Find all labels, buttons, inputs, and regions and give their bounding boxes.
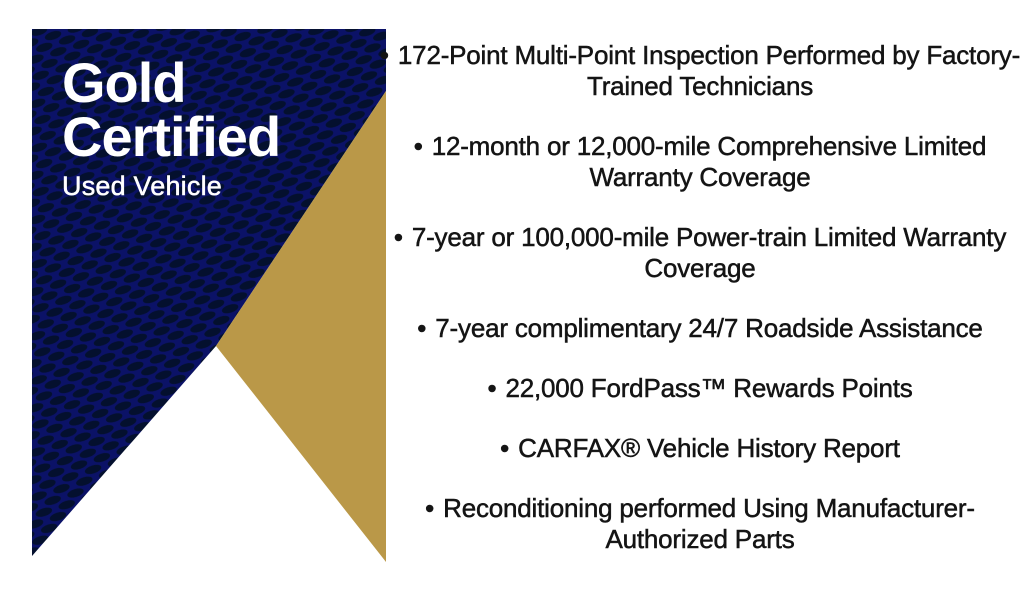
benefit-text: Reconditioning performed Using Manufacturer-Authorized Parts [443, 493, 975, 554]
benefit-text: 172-Point Multi-Point Inspection Performed by Factory-Trained Technicians [397, 40, 1021, 101]
benefit-text: 7-year complimentary 24/7 Roadside Assistance [435, 313, 983, 343]
benefit-item-5 [376, 373, 1024, 404]
badge-title-line2: Certified [62, 105, 281, 168]
bullet-icon: • [379, 40, 389, 70]
benefit-text: 7-year or 100,000-mile Power-train Limited Warranty Coverage [411, 222, 1007, 283]
benefit-text: 22,000 FordPass™ Rewards Points [505, 373, 913, 403]
badge-title-line1: Gold [62, 51, 186, 114]
bullet-icon: • [425, 493, 435, 523]
bullet-icon: • [417, 313, 427, 343]
benefit-item-1 [376, 40, 1024, 102]
benefit-item-7 [376, 493, 1024, 555]
bullet-icon: • [487, 373, 497, 403]
benefit-item-3 [376, 222, 1024, 284]
bullet-icon: • [413, 131, 423, 161]
badge-subtitle: Used Vehicle [62, 171, 222, 201]
bullet-icon: • [393, 222, 403, 252]
bullet-icon: • [500, 433, 510, 463]
badge-text [62, 51, 281, 201]
benefit-text: CARFAX® Vehicle History Report [518, 433, 900, 463]
benefit-text: 12-month or 12,000-mile Comprehensive Limited Warranty Coverage [431, 131, 987, 192]
benefits-list [376, 0, 1024, 584]
benefit-item-4 [376, 313, 1024, 344]
benefit-item-2 [376, 131, 1024, 193]
benefit-item-6 [376, 433, 1024, 464]
